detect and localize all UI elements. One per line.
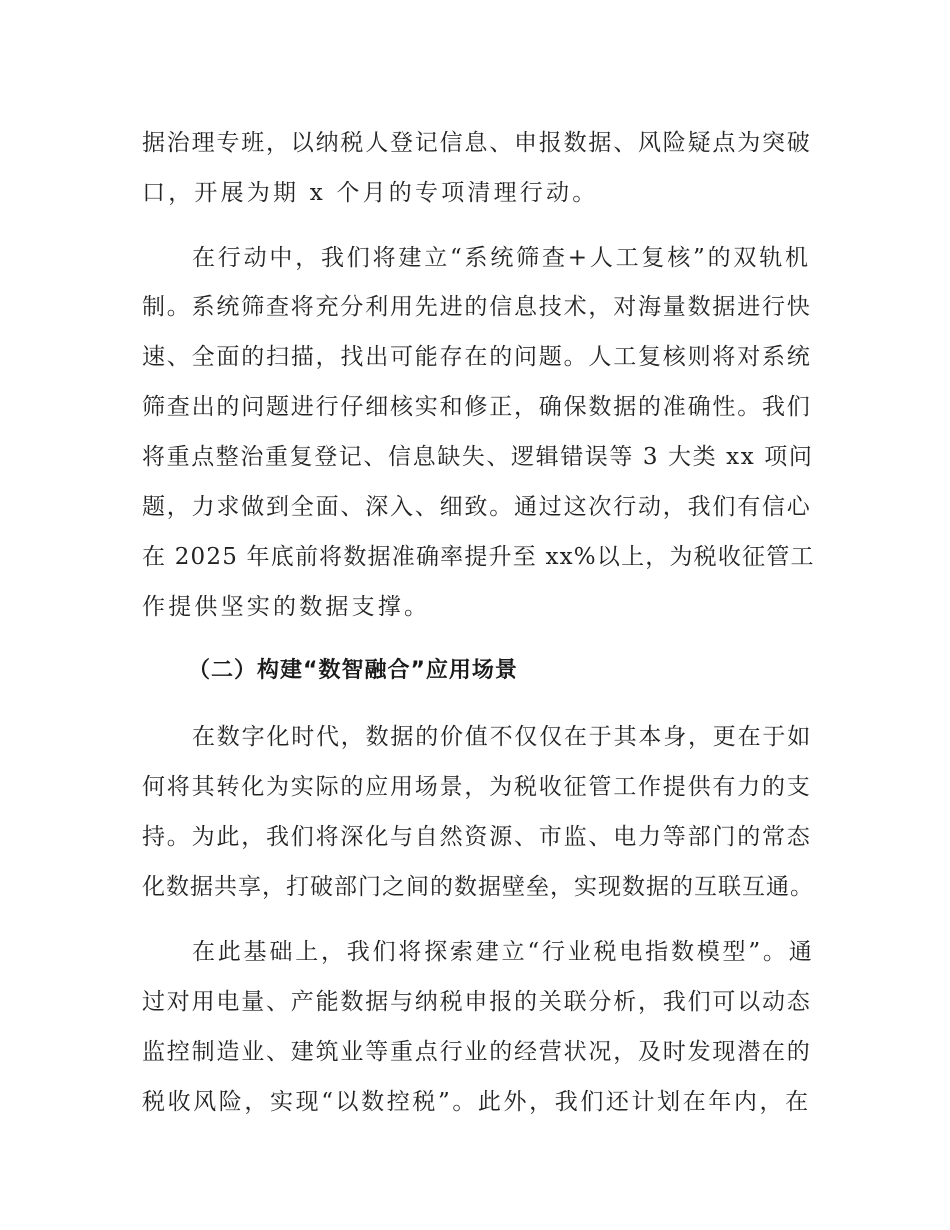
para3-line-3: 持。为此，我们将深化与自然资源、市监、电力等部门的常态 — [142, 824, 812, 850]
para2-line-6: 题，力求做到全面、深入、细致。通过这次行动，我们有信心 — [142, 494, 812, 520]
para4-line-2: 过对用电量、产能数据与纳税申报的关联分析，我们可以动态 — [142, 989, 812, 1015]
para2-line-1: 在行动中，我们将建立“系统筛查+人工复核”的双轨机 — [192, 245, 811, 271]
para2-line-3: 速、全面的扫描，找出可能存在的问题。人工复核则将对系统 — [142, 344, 812, 370]
para2-line-8: 作提供坚实的数据支撑。 — [142, 594, 431, 620]
para1-line-2: 口，开展为期 x 个月的专项清理行动。 — [142, 180, 599, 206]
para2-line-7: 在 2025 年底前将数据准确率提升至 xx%以上，为税收征管工 — [142, 544, 815, 570]
section-heading: （二）构建“数智融合”应用场景 — [188, 658, 518, 683]
para2-line-5: 将重点整治重复登记、信息缺失、逻辑错误等 3 大类 xx 项问 — [142, 444, 814, 470]
para3-line-2: 何将其转化为实际的应用场景，为税收征管工作提供有力的支 — [142, 774, 812, 800]
para3-line-4: 化数据共享，打破部门之间的数据壁垒，实现数据的互联互通。 — [142, 874, 814, 900]
para4-line-4: 税收风险，实现“以数控税”。此外，我们还计划在年内，在 — [142, 1089, 811, 1115]
para1-line-1: 据治理专班，以纳税人登记信息、申报数据、风险疑点为突破 — [142, 130, 812, 156]
para4-line-1: 在此基础上，我们将探索建立“行业税电指数模型”。通 — [192, 939, 815, 965]
para3-line-1: 在数字化时代，数据的价值不仅仅在于其本身，更在于如 — [192, 724, 812, 750]
para4-line-3: 监控制造业、建筑业等重点行业的经营状况，及时发现潜在的 — [142, 1039, 812, 1065]
para2-line-2: 制。系统筛查将充分利用先进的信息技术，对海量数据进行快 — [142, 294, 812, 320]
para2-line-4: 筛查出的问题进行仔细核实和修正，确保数据的准确性。我们 — [142, 394, 812, 420]
